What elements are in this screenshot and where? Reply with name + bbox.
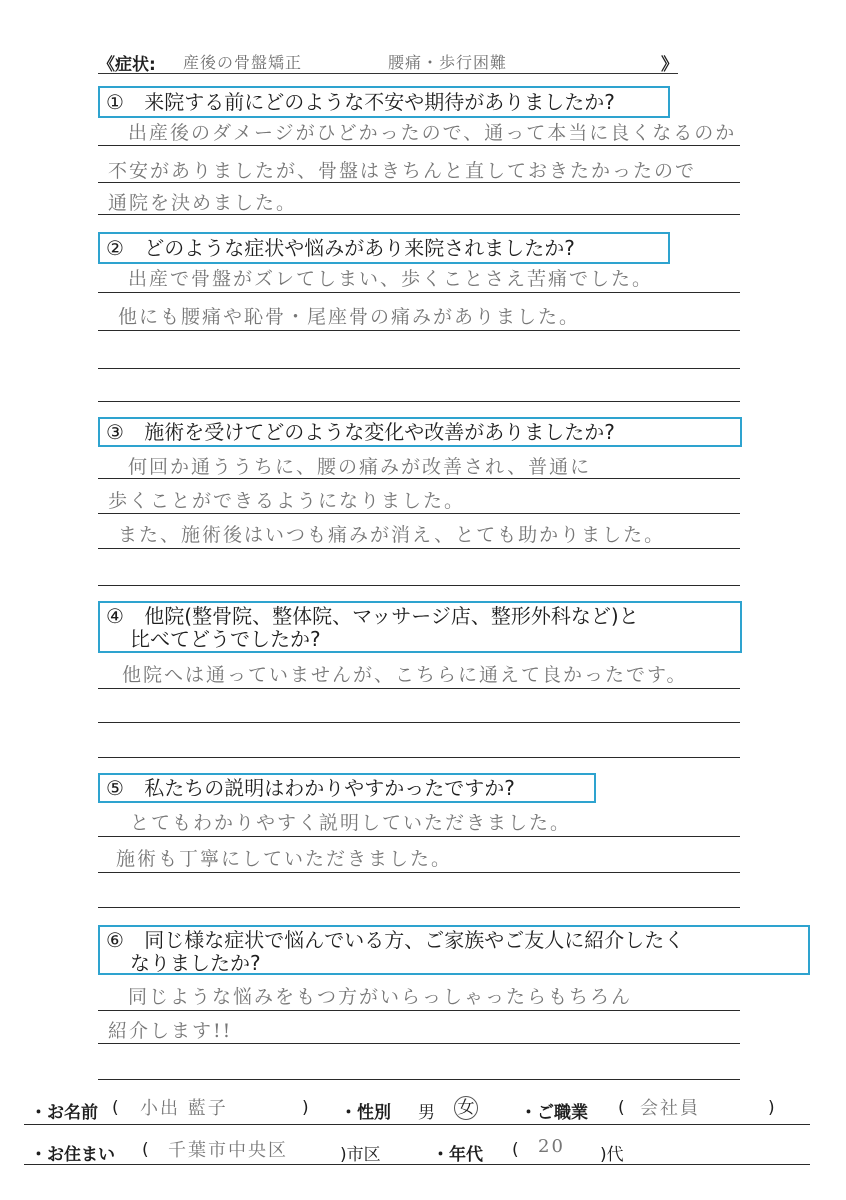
question-5-text — [106, 776, 515, 800]
symptom-underline — [98, 73, 678, 74]
name-value: 小出 藍子 — [140, 1098, 228, 1119]
question-6-number: ⑥ — [106, 928, 124, 952]
answer-rule — [98, 478, 740, 479]
answer-3-line-3: また、施術後はいつも痛みが消え、とても助かりました。 — [118, 524, 666, 546]
answer-rule — [98, 513, 740, 514]
gender-female-circle: 女 — [454, 1096, 478, 1120]
question-6-text — [106, 928, 684, 952]
question-2-text — [106, 236, 575, 260]
question-2-number: ② — [106, 236, 124, 260]
question-5-label: 私たちの説明はわかりやすかったですか? — [144, 776, 515, 800]
address-value: 千葉市中央区 — [168, 1140, 288, 1161]
question-3-label: 施術を受けてどのような変化や改善がありましたか? — [144, 420, 615, 444]
answer-1-line-3: 通院を決めました。 — [108, 192, 298, 214]
job-label: ・ご職業 — [520, 1103, 588, 1123]
question-6-label: 同じ様な症状で悩んでいる方、ご家族やご友人に紹介したく — [144, 928, 685, 952]
answer-rule — [98, 1010, 740, 1011]
gender-option-female-circled — [452, 1096, 478, 1120]
answer-rule — [98, 368, 740, 369]
name-label: ・お名前 — [30, 1103, 98, 1123]
symptom-header — [98, 46, 678, 76]
answer-rule — [98, 1043, 740, 1044]
question-1-text — [106, 90, 615, 114]
question-6-text-line-2: なりましたか? — [130, 951, 261, 975]
gender-label: ・性別 — [340, 1103, 391, 1123]
address-open-paren: ( — [142, 1140, 149, 1160]
job-close-paren: ) — [768, 1098, 775, 1118]
symptom-label: 《症状: — [98, 55, 156, 75]
question-4-number: ④ — [106, 604, 124, 628]
gender-option-male: 男 — [418, 1103, 435, 1123]
answer-rule — [98, 401, 740, 402]
age-decade-suffix: )代 — [600, 1145, 624, 1165]
answer-rule — [98, 585, 740, 586]
answer-rule — [98, 214, 740, 215]
answer-1-line-1: 出産後のダメージがひどかったので、通って本当に良くなるのか — [128, 122, 737, 144]
answer-rule — [98, 145, 740, 146]
answer-rule — [98, 688, 740, 689]
answer-3-line-1: 何回か通ううちに、腰の痛みが改善され、普通に — [128, 456, 592, 478]
job-value: 会社員 — [640, 1098, 700, 1119]
footer-rule — [24, 1164, 810, 1165]
symptom-value-2: 腰痛・歩行困難 — [388, 53, 508, 72]
answer-5-line-2: 施術も丁寧にしていただきました。 — [116, 848, 453, 870]
question-3-text — [106, 420, 615, 444]
symptom-close-bracket: 》 — [661, 55, 678, 75]
answer-rule — [98, 722, 740, 723]
answer-1-line-2: 不安がありましたが、骨盤はきちんと直しておきたかったので — [108, 160, 697, 182]
answer-4-line-1: 他院へは通っていませんが、こちらに通えて良かったです。 — [122, 664, 688, 686]
name-open-paren: ( — [112, 1098, 119, 1118]
name-close-paren: ) — [302, 1098, 309, 1118]
question-3-number: ③ — [106, 420, 124, 444]
answer-rule — [98, 330, 740, 331]
answer-2-line-2: 他にも腰痛や恥骨・尾座骨の痛みがありました。 — [118, 306, 581, 328]
age-value: 20 — [538, 1136, 565, 1157]
answer-rule — [98, 872, 740, 873]
footer-rule — [24, 1124, 810, 1125]
answer-rule — [98, 292, 740, 293]
answer-3-line-2: 歩くことができるようになりました。 — [108, 490, 466, 512]
address-label: ・お住まい — [30, 1145, 115, 1165]
answer-5-line-1: とてもわかりやすく説明していただきました。 — [130, 812, 572, 834]
answer-2-line-1: 出産で骨盤がズレてしまい、歩くことさえ苦痛でした。 — [128, 268, 654, 290]
answer-rule — [98, 548, 740, 549]
answer-rule — [98, 836, 740, 837]
answer-rule — [98, 907, 740, 908]
question-4-text — [106, 604, 639, 628]
age-open-paren: ( — [512, 1140, 519, 1160]
symptom-value-1: 産後の骨盤矯正 — [183, 53, 303, 72]
age-label: ・年代 — [432, 1145, 483, 1165]
answer-6-line-1: 同じような悩みをもつ方がいらっしゃったらもちろん — [128, 986, 633, 1008]
question-1-label: 来院する前にどのような不安や期待がありましたか? — [144, 90, 615, 114]
job-open-paren: ( — [618, 1098, 625, 1118]
answer-rule — [98, 757, 740, 758]
question-4-text-line-2: 比べてどうでしたか? — [130, 627, 321, 651]
question-1-number: ① — [106, 90, 124, 114]
answer-6-line-2: 紹介します!! — [108, 1020, 233, 1042]
question-2-label: どのような症状や悩みがあり来院されましたか? — [144, 236, 575, 260]
answer-rule — [98, 1079, 740, 1080]
answer-rule — [98, 182, 740, 183]
address-city-suffix: )市区 — [340, 1145, 381, 1165]
question-4-label: 他院(整骨院、整体院、マッサージ店、整形外科など)と — [144, 604, 639, 628]
question-5-number: ⑤ — [106, 776, 124, 800]
